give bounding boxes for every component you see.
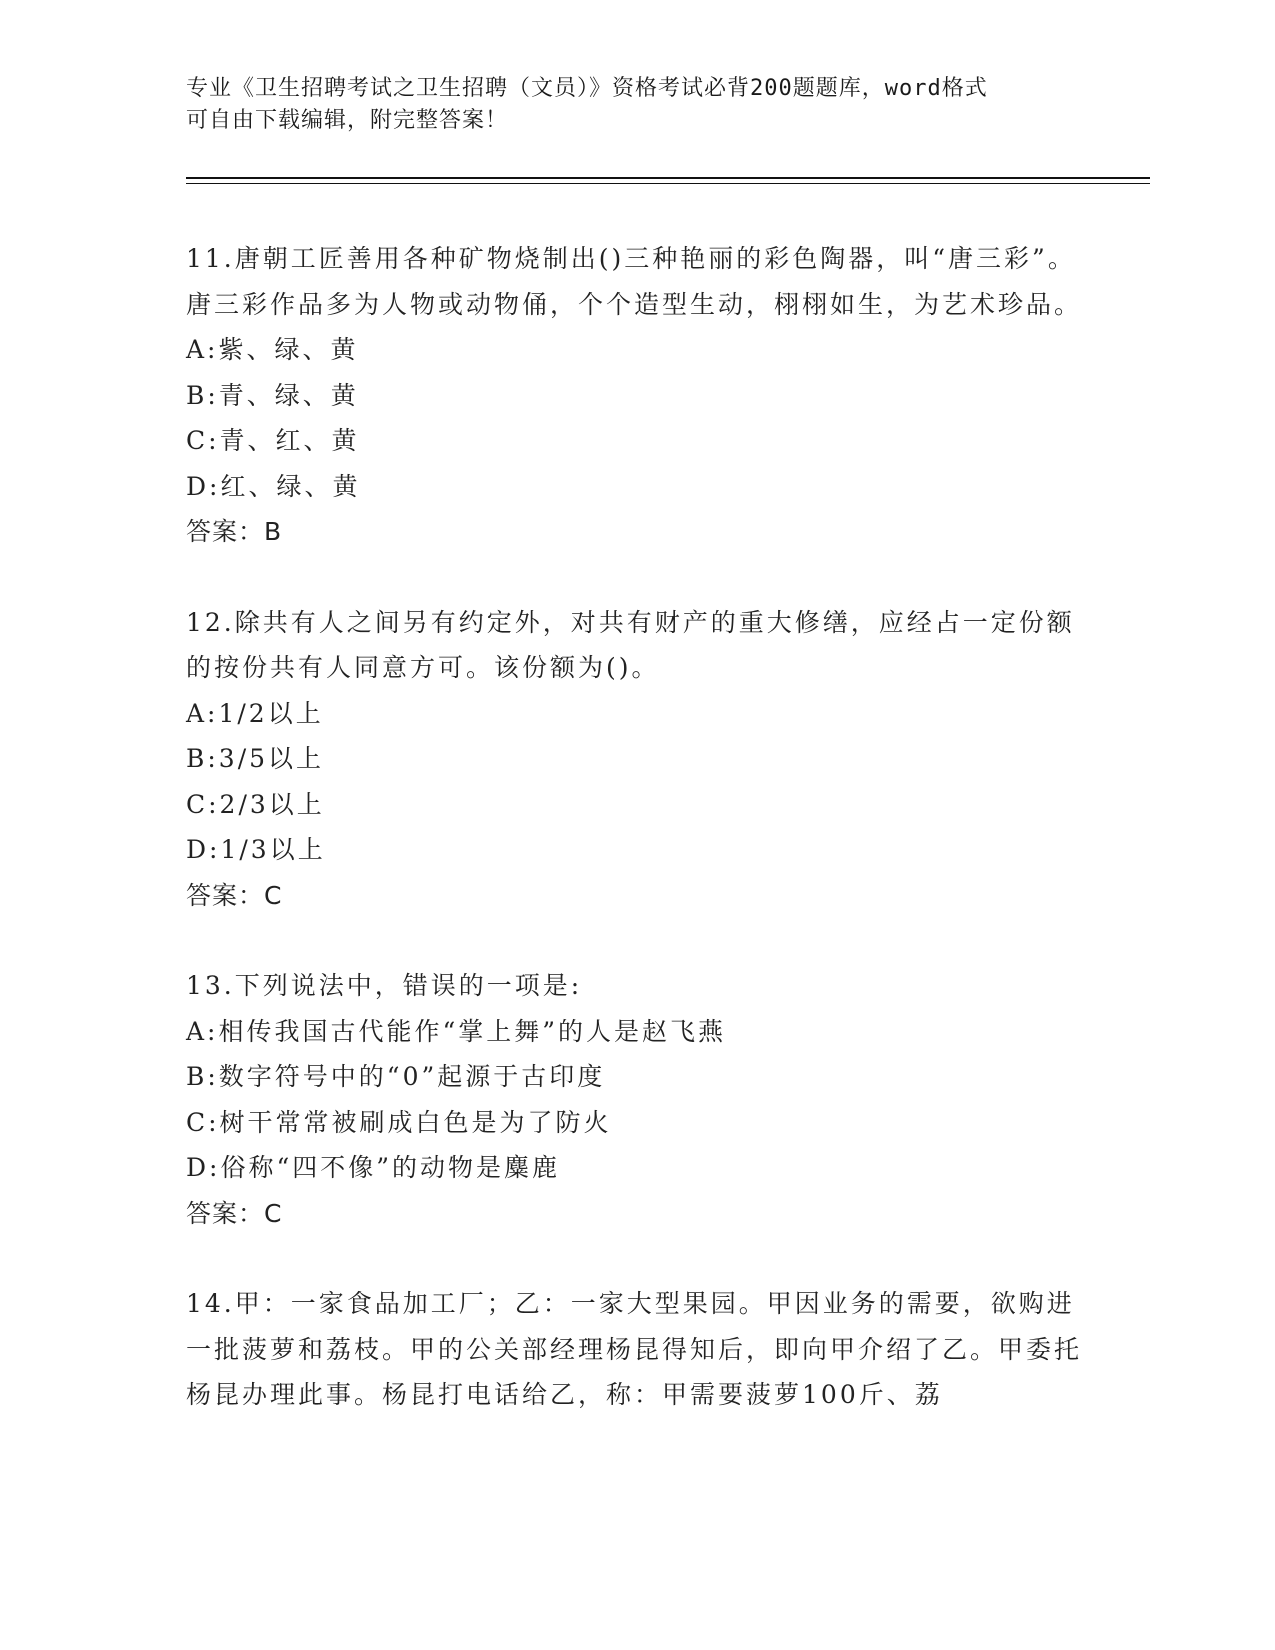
header-line-2: 可自由下载编辑，附完整答案！ — [186, 108, 509, 133]
option-d: D:红、绿、黄 — [186, 471, 361, 501]
question-list — [186, 236, 1086, 1463]
answer: 答案：C — [186, 880, 283, 910]
document-header — [186, 73, 1086, 137]
option-b: B:数字符号中的“0”起源于古印度 — [186, 1062, 606, 1091]
option-a: A:1/2以上 — [186, 698, 324, 728]
option-c: C:2/3以上 — [186, 789, 325, 819]
option-c: C:树干常常被刷成白色是为了防火 — [186, 1107, 612, 1137]
question-13 — [186, 963, 1086, 1236]
option-c: C:青、红、黄 — [186, 426, 360, 455]
question-stem: 12.除共有人之间另有约定外，对共有财产的重大修缮，应经占一定份额的按份共有人同意方可。该份额为()。 — [186, 607, 1075, 682]
question-14 — [186, 1281, 1086, 1418]
header-line-1: 专业《卫生招聘考试之卫生招聘（文员）》资格考试必背200题题库，word格式 — [186, 76, 988, 101]
answer: 答案：B — [186, 517, 283, 546]
option-a: A:紫、绿、黄 — [186, 335, 359, 364]
question-stem: 14.甲：一家食品加工厂；乙：一家大型果园。甲因业务的需要，欲购进一批菠萝和荔枝。甲的公关部经理杨昆得知后，即向甲介绍了乙。甲委托杨昆办理此事。杨昆打电话给乙，称：甲需要菠萝100斤、荔 — [186, 1289, 1083, 1409]
option-d: D:俗称“四不像”的动物是麋鹿 — [186, 1153, 561, 1182]
option-b: B:3/5以上 — [186, 744, 325, 773]
answer: 答案：C — [186, 1198, 283, 1228]
question-stem: 13.下列说法中，错误的一项是: — [186, 971, 583, 1000]
option-b: B:青、绿、黄 — [186, 380, 359, 410]
option-a: A:相传我国古代能作“掌上舞”的人是赵飞燕 — [186, 1016, 727, 1046]
question-11 — [186, 236, 1086, 555]
header-divider — [186, 177, 1150, 184]
question-stem: 11.唐朝工匠善用各种矿物烧制出()三种艳丽的彩色陶器，叫“唐三彩”。唐三彩作品多为人物或动物俑，个个造型生动，栩栩如生，为艺术珍品。 — [186, 244, 1083, 319]
question-12 — [186, 600, 1086, 919]
option-d: D:1/3以上 — [186, 835, 326, 864]
